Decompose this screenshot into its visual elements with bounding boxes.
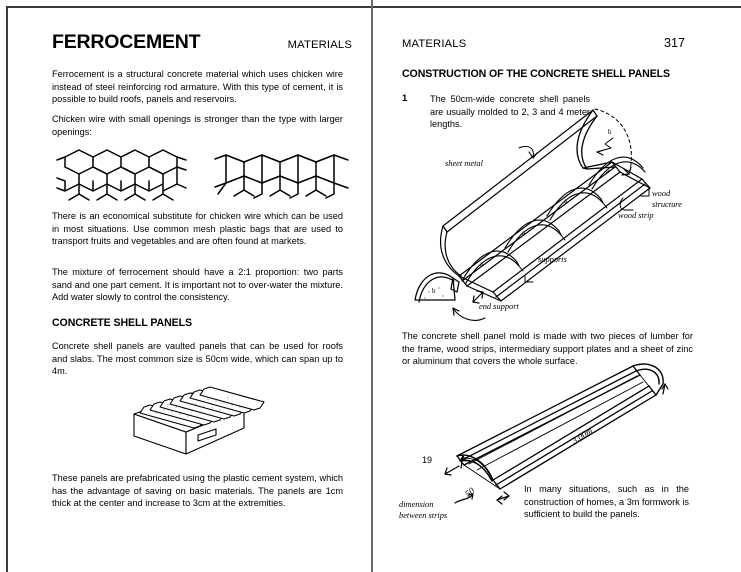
page-number: 317: [663, 36, 685, 50]
label-supports: supports: [538, 255, 567, 264]
label-sheet-metal: sheet metal: [445, 159, 483, 168]
label-dimension-note-line1: dimension: [399, 500, 434, 509]
left-page-header: [52, 33, 352, 53]
label-dim-a-3: a: [564, 197, 568, 205]
chapter-title: FERROCEMENT: [52, 31, 201, 53]
label-width-50: 50: [463, 485, 477, 499]
chicken-wire-large-openings-figure: [212, 150, 352, 202]
right-page: [399, 0, 702, 572]
right-page-header: [402, 37, 685, 50]
label-wood-strip: wood strip: [618, 211, 654, 220]
chicken-wire-paragraph: Chicken wire with small openings is stronger than the type with larger openings:: [52, 114, 343, 137]
label-wood-structure-line1: wood: [652, 189, 671, 198]
label-dim-a-1: a: [480, 260, 484, 268]
construction-heading: CONSTRUCTION OF THE CONCRETE SHELL PANELS: [402, 68, 671, 80]
formwork-closing-paragraph: In many situations, such as in the construction of homes, a 3m formwork is sufficient to build the panels.: [524, 484, 689, 520]
label-end-support: end support: [479, 302, 519, 311]
label-dim-b-end-support: b: [432, 287, 436, 295]
mold-description-paragraph: The concrete shell panel mold is made with two pieces of lumber for the frame, wood strips, intermediary support plates and a sheet of zinc or aluminum that covers the whole surface.: [402, 331, 693, 367]
right-running-head: MATERIALS: [402, 38, 467, 50]
stacked-concrete-shell-panels-icon: [120, 374, 300, 462]
plastic-mesh-paragraph: There is an economical substitute for chicken wire which can be used in most situations. Use common mesh plastic bags that are used to transport fruits and vegetables and are often found at markets.: [52, 211, 343, 247]
prefabrication-paragraph: These panels are prefabricated using the plastic cement system, which has the advantage of saving on basic materials. The panels are 1cm thick at the center and increase to 3cm at the extremities.: [52, 473, 343, 509]
page-left-rule: [6, 6, 8, 572]
label-dim-a-2: a: [522, 229, 526, 237]
label-height-19: 19: [422, 455, 433, 465]
chicken-wire-small-openings-figure: [55, 148, 191, 204]
left-page: [52, 0, 352, 572]
concrete-shell-panels-heading: CONCRETE SHELL PANELS: [52, 317, 192, 329]
label-dim-a-4: a: [606, 167, 610, 175]
mesh-large-openings-icon: [212, 150, 352, 202]
left-running-head: MATERIALS: [287, 39, 352, 51]
label-dimension-note-line2: between strips: [399, 511, 448, 520]
intro-paragraph: Ferrocement is a structural concrete material which uses chicken wire instead of steel reinforcing rod armature. With this type of cement, it is possible to build roofs, panels and reservoirs.: [52, 69, 343, 105]
shell-panels-paragraph: Concrete shell panels are vaulted panels that can be used for roofs and slabs. The most common size is 50cm wide, which can span up to 4m.: [52, 341, 343, 377]
mesh-small-openings-icon: [55, 148, 191, 204]
step-number: 1: [402, 93, 408, 104]
page-gutter-rule: [371, 0, 373, 572]
label-dim-b-top: b: [608, 128, 612, 136]
step-text: The 50cm-wide concrete shell panels are usually molded to 2, 3 and 4 meter lengths.: [430, 94, 590, 130]
label-wood-structure-line2: structure: [652, 200, 682, 209]
stacked-panels-figure: [120, 374, 300, 462]
label-length-3m: 3.00m: [570, 425, 595, 446]
mixture-paragraph: The mixture of ferrocement should have a 2:1 proportion: two parts sand and one part cement. It is important not to over-water the mixture. Add water slowly to control the consistency.: [52, 267, 343, 303]
